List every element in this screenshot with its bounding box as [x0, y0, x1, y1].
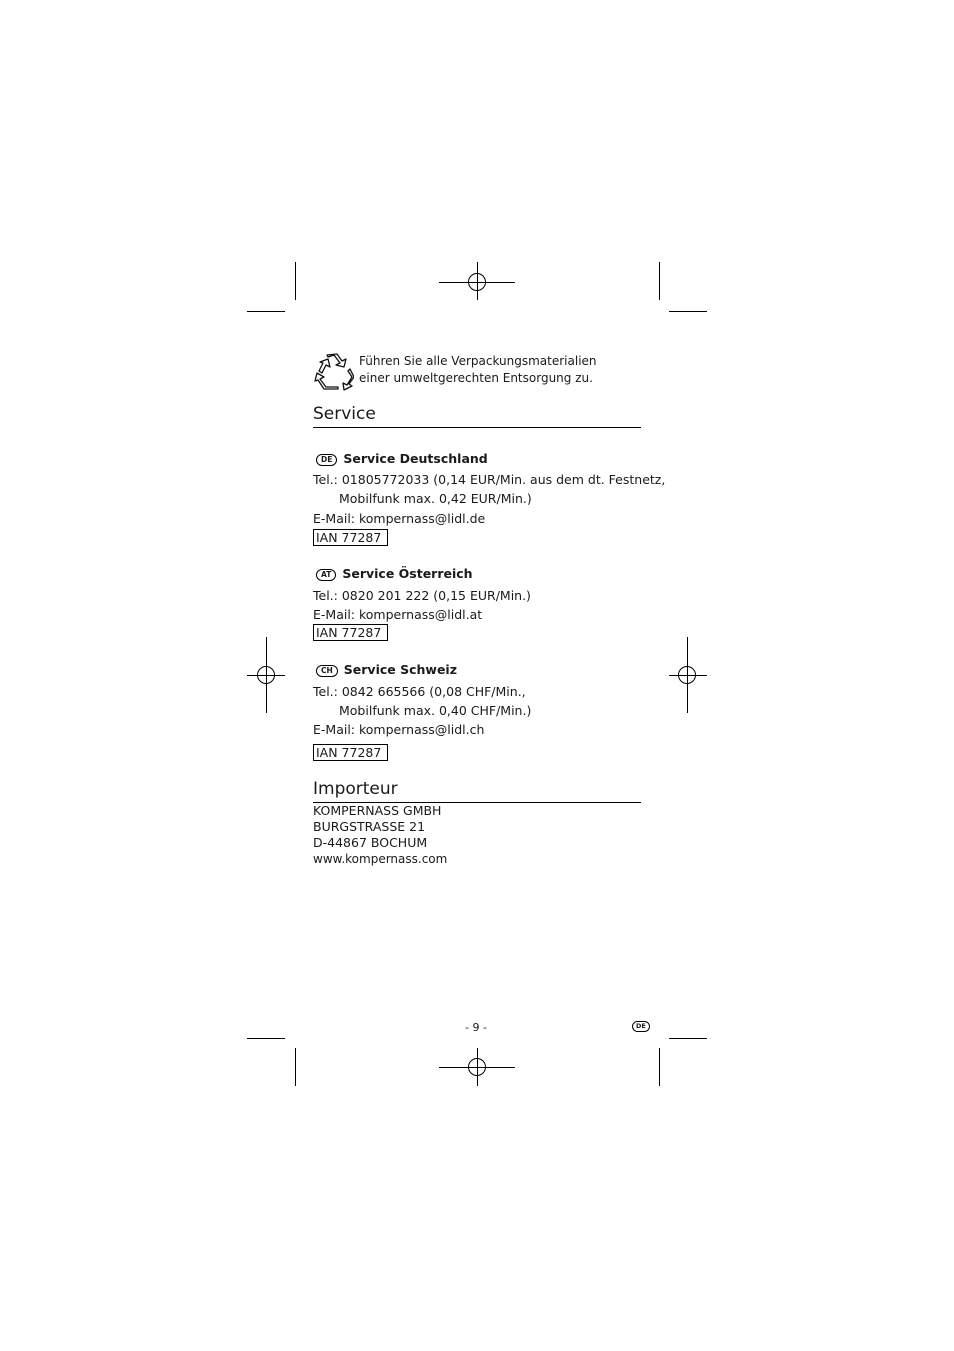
service-switzerland-title-text: Service Schweiz [343, 662, 457, 677]
service-switzerland-tel-mobile: Mobilfunk max. 0,40 CHF/Min.) [339, 703, 532, 718]
importer-heading: Importeur [313, 779, 398, 799]
service-germany-tel: Tel.: 01805772033 (0,14 EUR/Min. aus dem dt. Festnetz, [313, 472, 666, 487]
importer-street: BURGSTRASSE 21 [313, 819, 426, 834]
crop-mark-icon [659, 1048, 660, 1086]
service-heading: Service [313, 404, 376, 424]
crop-mark-icon [247, 311, 285, 312]
country-badge-at: AT [316, 569, 336, 581]
service-switzerland-email: E-Mail: kompernass@lidl.ch [313, 722, 485, 737]
registration-circle-icon [257, 666, 275, 684]
service-switzerland-title [316, 662, 457, 677]
service-austria-tel: Tel.: 0820 201 222 (0,15 EUR/Min.) [313, 588, 531, 603]
registration-circle-icon [468, 273, 486, 291]
service-austria-title [316, 566, 473, 581]
service-switzerland-tel: Tel.: 0842 665566 (0,08 CHF/Min., [313, 684, 526, 699]
recycle-icon [314, 353, 354, 391]
importer-address [313, 803, 447, 867]
service-austria-ian: IAN 77287 [313, 624, 388, 641]
registration-circle-icon [678, 666, 696, 684]
crop-mark-icon [659, 262, 660, 300]
page-number: - 9 - [465, 1021, 487, 1034]
service-germany-email: E-Mail: kompernass@lidl.de [313, 511, 486, 526]
importer-company: KOMPERNASS GMBH [313, 803, 442, 818]
recycle-note [359, 353, 597, 387]
service-switzerland-ian: IAN 77287 [313, 744, 388, 761]
country-badge-de: DE [316, 454, 337, 466]
service-germany-title-text: Service Deutschland [343, 451, 488, 466]
crop-mark-icon [669, 311, 707, 312]
service-germany-tel-mobile: Mobilfunk max. 0,42 EUR/Min.) [339, 491, 532, 506]
service-austria-title-text: Service Österreich [342, 566, 473, 581]
footer-country-badge-de: DE [632, 1021, 650, 1032]
crop-mark-icon [295, 1048, 296, 1086]
service-germany-title [316, 451, 488, 466]
country-badge-ch: CH [316, 665, 338, 677]
service-austria-email: E-Mail: kompernass@lidl.at [313, 607, 483, 622]
service-germany-ian: IAN 77287 [313, 529, 388, 546]
crop-mark-icon [669, 1038, 707, 1039]
recycle-note-line: einer umweltgerechten Entsorgung zu. [359, 371, 593, 385]
crop-mark-icon [247, 1038, 285, 1039]
importer-website: www.kompernass.com [313, 852, 448, 866]
service-heading-rule [313, 427, 641, 428]
registration-circle-icon [468, 1058, 486, 1076]
importer-city: D-44867 BOCHUM [313, 835, 428, 850]
recycle-note-line: Führen Sie alle Verpackungsmaterialien [359, 354, 597, 368]
crop-mark-icon [295, 262, 296, 300]
